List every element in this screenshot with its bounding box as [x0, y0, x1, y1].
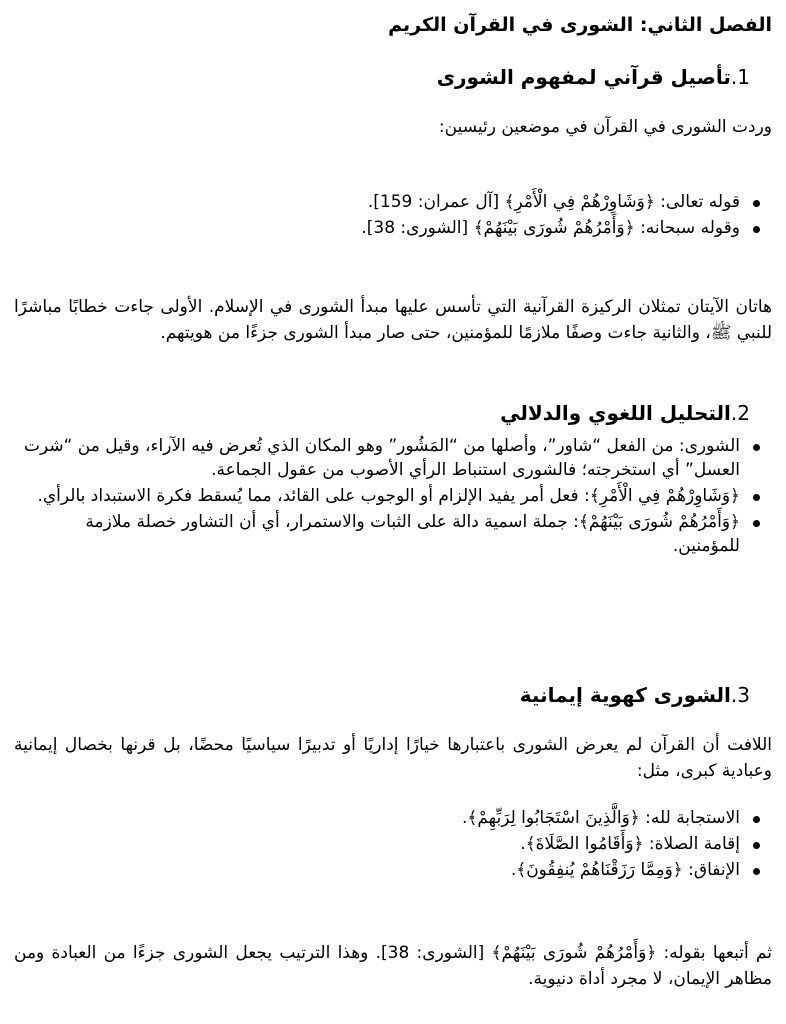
- list-item: ﴿وَشَاوِرْهُمْ فِي الْأَمْرِ﴾: فعل أمر يفيد الإلزام أو الوجوب على القائد، مما يُسقط فكرة الاستبداد بالرأي.: [14, 484, 762, 508]
- section2-title: التحليل اللغوي والدلالي: [500, 401, 731, 425]
- section2-number: 2.: [730, 401, 750, 425]
- list-item: الشورى: من الفعل “شاور”، وأصلها من “المَشُور” وهو المكان الذي تُعرض فيه الآراء، وقيل من “شرت العسل” أي استخرجته؛ فالشورى استنباط الرأي الأصوب من عقول الجماعة.: [14, 434, 762, 482]
- section2-list: [14, 434, 762, 560]
- section3-heading: [14, 680, 762, 710]
- list-item: ﴿وَأَمْرُهُمْ شُورَى بَيْنَهُمْ﴾: جملة اسمية دالة على الثبات والاستمرار، أي أن التشاور خصلة ملازمة للمؤمنين.: [14, 510, 762, 558]
- list-item: الاستجابة لله: ﴿وَالَّذِينَ اسْتَجَابُوا لِرَبِّهِمْ﴾.: [14, 806, 762, 830]
- section3-list: [14, 806, 762, 884]
- section1-list: [14, 190, 762, 242]
- section1-intro: وردت الشورى في القرآن في موضعين رئيسين:: [438, 117, 772, 137]
- section1-number: 1.: [730, 65, 750, 89]
- section3-paragraph: ثم أتبعها بقوله: ﴿وَأَمْرُهُمْ شُورَى بَيْنَهُمْ﴾ [الشورى: 38]. وهذا الترتيب يجعل الشورى جزءًا من العبادة ومن مظاهر الإيمان، لا مجرد أداة دنيوية.: [14, 943, 772, 989]
- list-item: قوله تعالى: ﴿وَشَاوِرْهُمْ فِي الْأَمْرِ﴾ [آل عمران: 159].: [14, 190, 762, 214]
- section1-title: تأصيل قرآني لمفهوم الشورى: [436, 65, 731, 89]
- section1-paragraph: هاتان الآيتان تمثلان الركيزة القرآنية التي تأسس عليها مبدأ الشورى في الإسلام. الأولى جاءت خطابًا مباشرًا للنبي ﷺ، والثانية جاءت وصفًا ملازمًا للمؤمنين، حتى صار مبدأ الشورى جزءًا من هويتهم.: [14, 297, 772, 343]
- section2-heading: [14, 398, 762, 428]
- section3-intro: اللافت أن القرآن لم يعرض الشورى باعتبارها خيارًا إداريًا أو تدبيرًا سياسيًا محضًا، بل قرنها بخصال إيمانية وعبادية كبرى، مثل:: [14, 735, 772, 781]
- list-item: الإنفاق: ﴿وَمِمَّا رَزَقْنَاهُمْ يُنفِقُونَ﴾.: [14, 858, 762, 882]
- section3-number: 3.: [730, 683, 750, 707]
- list-item: إقامة الصلاة: ﴿وَأَقَامُوا الصَّلَاةَ﴾.: [14, 832, 762, 856]
- section3-title: الشورى كهوية إيمانية: [519, 683, 731, 707]
- list-item: وقوله سبحانه: ﴿وَأَمْرُهُمْ شُورَى بَيْنَهُمْ﴾ [الشورى: 38].: [14, 216, 762, 240]
- chapter-title: الفصل الثاني: الشورى في القرآن الكريم: [388, 14, 772, 36]
- section1-heading: [14, 62, 762, 92]
